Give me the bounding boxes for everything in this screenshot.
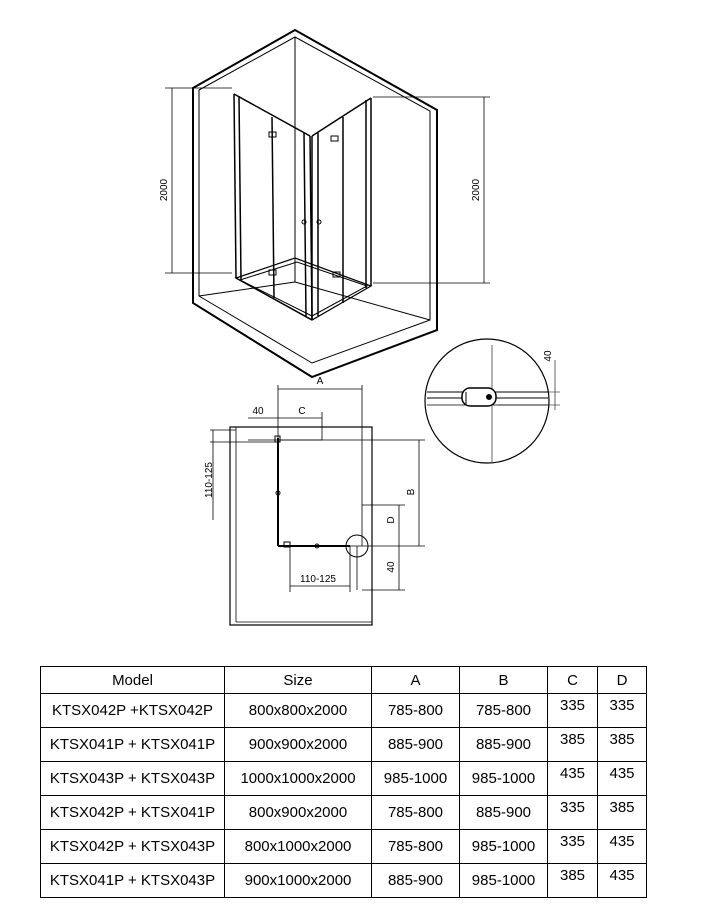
header-b: B xyxy=(460,667,548,694)
table-row xyxy=(41,694,647,728)
cell-model: KTSX041P + KTSX041P xyxy=(41,728,225,762)
cell-size: 800x800x2000 xyxy=(225,694,372,728)
dimension-d xyxy=(362,505,405,546)
table-row xyxy=(41,864,647,898)
header-c: C xyxy=(548,667,598,694)
cell-d: 435 xyxy=(598,830,647,864)
cell-a: 985-1000 xyxy=(372,762,460,796)
header-a: A xyxy=(372,667,460,694)
cell-b: 885-900 xyxy=(460,796,548,830)
cell-c: 385 xyxy=(548,728,598,762)
cell-c: 385 xyxy=(548,864,598,898)
cell-a: 785-800 xyxy=(372,796,460,830)
table-row xyxy=(41,762,647,796)
cell-a: 785-800 xyxy=(372,694,460,728)
cell-size: 800x1000x2000 xyxy=(225,830,372,864)
cell-model: KTSX041P + KTSX043P xyxy=(41,864,225,898)
cell-c: 335 xyxy=(548,796,598,830)
cell-a: 885-900 xyxy=(372,864,460,898)
cell-d: 435 xyxy=(598,762,647,796)
cell-model: KTSX042P +KTSX042P xyxy=(41,694,225,728)
cell-model: KTSX043P + KTSX043P xyxy=(41,762,225,796)
table-header-row xyxy=(41,667,647,694)
cell-c: 335 xyxy=(548,694,598,728)
dimension-a-label: A xyxy=(316,376,324,387)
dimension-forty-bottom xyxy=(357,546,405,590)
cell-d: 335 xyxy=(598,694,647,728)
header-model: Model xyxy=(41,667,225,694)
dimension-forty-top-label: 40 xyxy=(252,406,264,417)
header-size: Size xyxy=(225,667,372,694)
dimension-b xyxy=(278,440,425,546)
cell-model: KTSX042P + KTSX041P xyxy=(41,796,225,830)
table-row xyxy=(41,728,647,762)
cell-b: 985-1000 xyxy=(460,830,548,864)
cell-d: 385 xyxy=(598,796,647,830)
dimension-b-label: B xyxy=(406,488,417,496)
dimension-offset-vertical-label: 110-125 xyxy=(204,462,215,498)
cell-size: 900x1000x2000 xyxy=(225,864,372,898)
cell-a: 785-800 xyxy=(372,830,460,864)
plan-room xyxy=(230,427,372,625)
cell-c: 435 xyxy=(548,762,598,796)
cell-size: 900x900x2000 xyxy=(225,728,372,762)
room-outline xyxy=(193,30,437,377)
right-screen xyxy=(312,98,371,320)
spec-table xyxy=(40,666,647,898)
dimension-offset-vertical xyxy=(210,430,278,520)
cell-b: 985-1000 xyxy=(460,762,548,796)
left-screen xyxy=(234,94,312,320)
dimension-a xyxy=(278,385,362,546)
cell-d: 385 xyxy=(598,728,647,762)
table-row xyxy=(41,796,647,830)
dimension-offset-horizontal-label: 110-125 xyxy=(300,574,336,585)
height-label-left: 2000 xyxy=(159,178,170,202)
cell-size: 1000x1000x2000 xyxy=(225,762,372,796)
header-d: D xyxy=(598,667,647,694)
detail-dimension-label: 40 xyxy=(543,350,554,362)
cell-size: 800x900x2000 xyxy=(225,796,372,830)
dimension-offset-horizontal xyxy=(290,546,350,592)
cell-b: 985-1000 xyxy=(460,864,548,898)
cell-model: KTSX042P + KTSX043P xyxy=(41,830,225,864)
cell-b: 885-900 xyxy=(460,728,548,762)
table-row xyxy=(41,830,647,864)
dimension-forty-bottom-label: 40 xyxy=(386,561,397,573)
isometric-view xyxy=(165,30,490,377)
cell-a: 885-900 xyxy=(372,728,460,762)
height-label-right: 2000 xyxy=(471,178,482,202)
cell-b: 785-800 xyxy=(460,694,548,728)
hinge-detail-view xyxy=(425,339,560,463)
dimension-c-label: C xyxy=(298,406,306,417)
cell-c: 335 xyxy=(548,830,598,864)
dimension-d-label: D xyxy=(386,516,397,524)
cell-d: 435 xyxy=(598,864,647,898)
plan-view xyxy=(210,385,425,625)
